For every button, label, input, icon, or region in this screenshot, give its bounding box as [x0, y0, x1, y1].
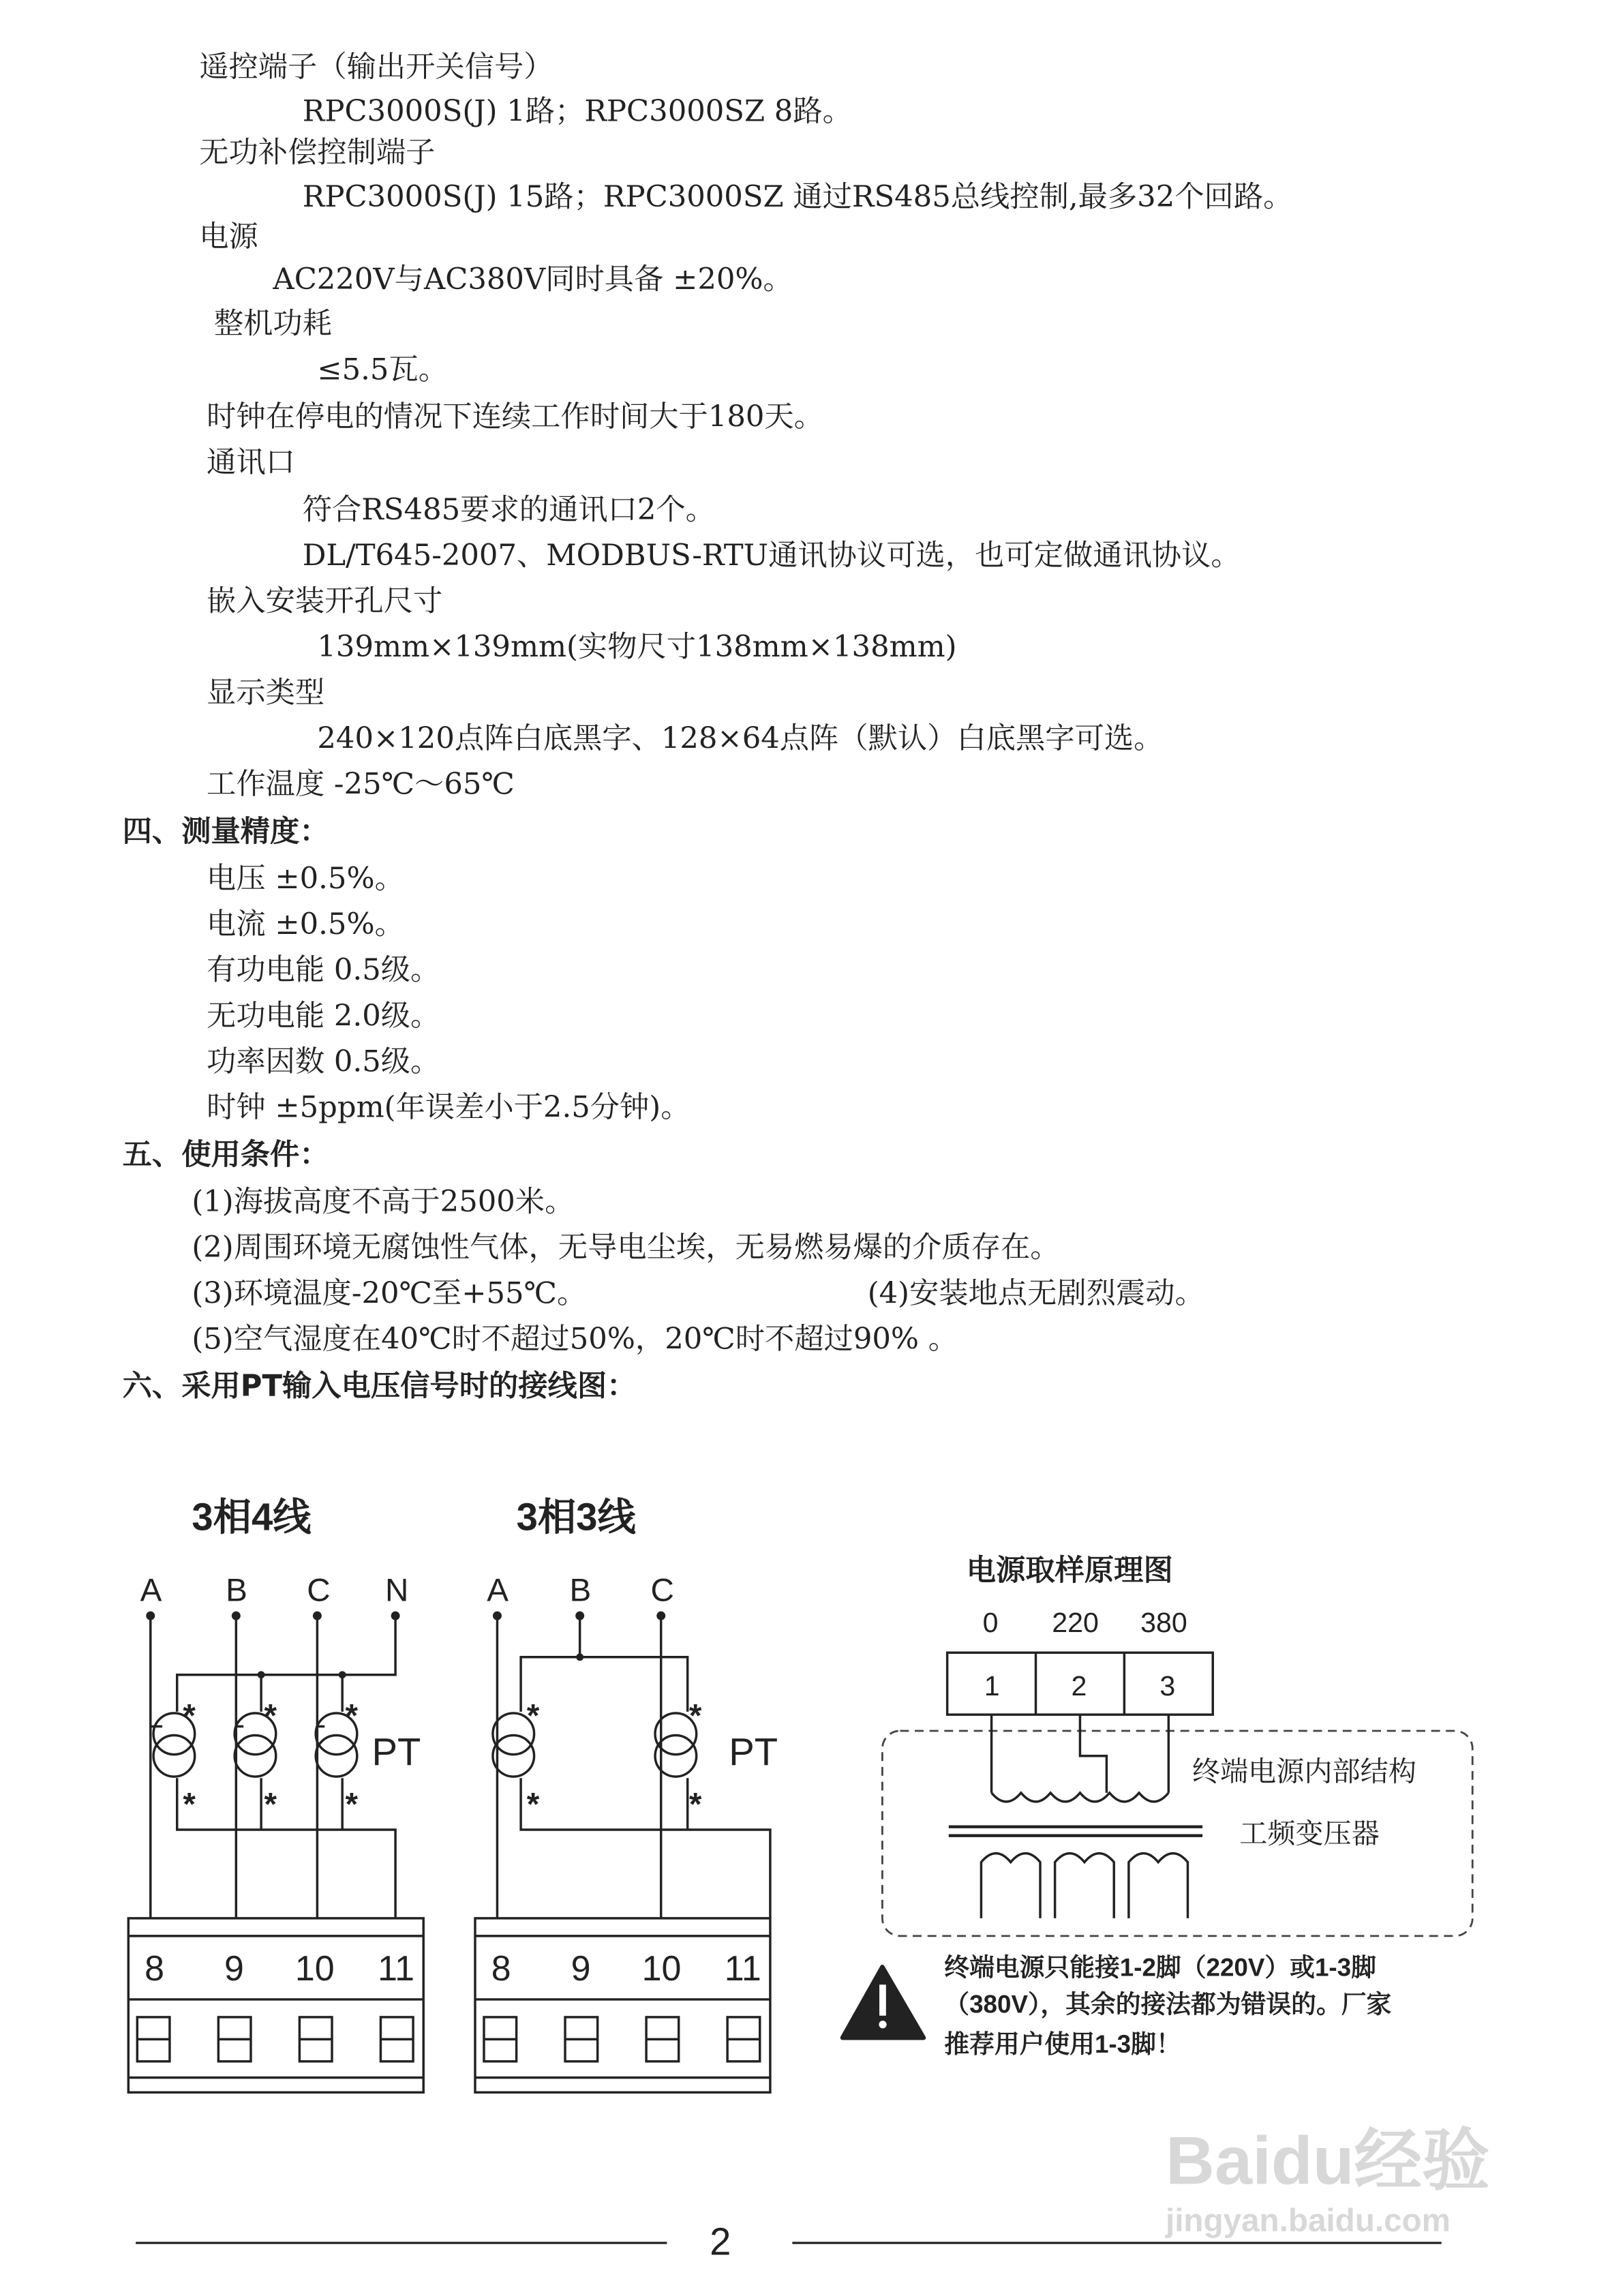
terminal-number: 10: [294, 1948, 335, 1989]
spec-line: 电源: [199, 220, 258, 254]
pin-number: 2: [1071, 1670, 1087, 1702]
condition-item: (2)周围环境无腐蚀性气体，无导电尘埃，无易燃易爆的介质存在。: [192, 1230, 1060, 1265]
spec-line: 工作温度 -25℃～65℃: [207, 767, 515, 802]
phase-label: C: [650, 1572, 674, 1609]
terminal-number: 11: [724, 1948, 761, 1989]
polarity-mark: *: [183, 1786, 196, 1823]
spec-list: [199, 50, 1292, 802]
warning-icon: [843, 1967, 924, 2038]
warning-text: 推荐用户使用1-3脚！: [944, 2029, 1181, 2058]
section-heading: 四、测量精度：: [122, 814, 329, 849]
phase-label: A: [140, 1572, 162, 1609]
spec-line: AC220V与AC380V同时具备 ±20%。: [273, 262, 793, 297]
conditions-list: [192, 1185, 1204, 1356]
spec-line: 嵌入安装开孔尺寸: [207, 584, 443, 619]
pin-number: 1: [984, 1670, 1000, 1702]
pt-label: PT: [371, 1729, 421, 1773]
condition-item: (4)安装地点无剧烈震动。: [867, 1276, 1204, 1311]
terminal-number: 8: [491, 1948, 511, 1989]
section-heading: 六、采用PT输入电压信号时的接线图：: [122, 1369, 637, 1404]
warning-text: （380V），其余的接法都为错误的。厂家: [944, 1990, 1392, 2019]
spec-line: 显示类型: [207, 676, 325, 710]
spec-line: 时钟在停电的情况下连续工作时间大于180天。: [207, 399, 824, 434]
watermark-brand: Baidu经验: [1165, 2123, 1490, 2199]
accuracy-item: 电流 ±0.5%。: [207, 907, 404, 942]
accuracy-item: 功率因数 0.5级。: [207, 1044, 440, 1079]
spec-line: ≤5.5瓦。: [317, 352, 449, 387]
diagram-title: 3相3线: [516, 1495, 636, 1539]
spec-line: 通讯口: [207, 445, 295, 480]
wiring-diagram-3p4w: [128, 1496, 423, 2093]
polarity-mark: *: [264, 1786, 277, 1823]
polarity-mark: *: [264, 1697, 277, 1734]
polarity-mark: *: [345, 1697, 359, 1734]
spec-line: RPC3000S(J) 1路；RPC3000SZ 8路。: [302, 94, 852, 129]
internal-structure-label: 终端电源内部结构: [1192, 1755, 1416, 1787]
condition-item: (3)环境温度-20℃至+55℃。: [192, 1276, 587, 1311]
spec-line: 符合RS485要求的通讯口2个。: [302, 492, 715, 527]
voltage-label: 220: [1052, 1606, 1099, 1638]
spec-line: DL/T645-2007、MODBUS-RTU通讯协议可选，也可定做通讯协议。: [302, 539, 1241, 573]
spec-line: 240×120点阵白底黑字、128×64点阵（默认）白底黑字可选。: [317, 721, 1164, 756]
accuracy-item: 无功电能 2.0级。: [207, 999, 440, 1033]
watermark-url: jingyan.baidu.com: [1165, 2202, 1451, 2239]
polarity-mark: *: [688, 1786, 702, 1823]
condition-item: (5)空气湿度在40℃时不超过50%，20℃时不超过90% 。: [192, 1322, 958, 1357]
terminal-number: 8: [145, 1948, 165, 1989]
wiring-diagram-3p3w: [475, 1496, 778, 2093]
section-heading: 五、使用条件：: [122, 1137, 329, 1172]
polarity-mark: *: [526, 1786, 540, 1823]
accuracy-item: 时钟 ±5ppm(年误差小于2.5分钟)。: [207, 1090, 691, 1125]
accuracy-list: [207, 862, 690, 1125]
phase-label: N: [384, 1572, 409, 1609]
terminal-block: [475, 1918, 770, 2092]
phase-label: C: [307, 1572, 331, 1609]
power-sampling-diagram: [882, 1554, 1472, 1936]
terminal-number: 10: [641, 1948, 682, 1989]
watermark: [1165, 2123, 1490, 2238]
phase-label: A: [487, 1572, 509, 1609]
diagram-title: 3相4线: [192, 1495, 312, 1539]
polarity-mark: *: [526, 1697, 540, 1734]
terminal-number: 9: [224, 1948, 244, 1989]
accuracy-item: 电压 ±0.5%。: [207, 862, 404, 896]
polarity-mark: *: [345, 1786, 359, 1823]
spec-line: 整机功耗: [213, 307, 333, 342]
polarity-mark: *: [688, 1697, 702, 1734]
pin-number: 3: [1159, 1670, 1176, 1702]
terminal-number: 11: [378, 1948, 415, 1989]
terminal-block: [128, 1918, 423, 2092]
terminal-number: 9: [571, 1948, 591, 1989]
warning-text: 终端电源只能接1-2脚（220V）或1-3脚: [944, 1953, 1376, 1982]
spec-line: 无功补偿控制端子: [199, 136, 436, 170]
pt-label: PT: [729, 1729, 778, 1773]
warning-note: [843, 1953, 1392, 2058]
phase-label: B: [226, 1572, 247, 1609]
page-number: 2: [710, 2220, 731, 2263]
diagram-title: 电源取样原理图: [966, 1554, 1173, 1588]
voltage-label: 0: [982, 1606, 999, 1638]
pt-transformer-icon: [493, 1713, 697, 1777]
transformer-label: 工频变压器: [1239, 1817, 1380, 1849]
polarity-mark: *: [183, 1697, 196, 1734]
spec-line: 139mm×139mm(实物尺寸138mm×138mm): [317, 630, 957, 665]
accuracy-item: 有功电能 0.5级。: [207, 953, 440, 988]
voltage-label: 380: [1140, 1606, 1187, 1638]
phase-label: B: [569, 1572, 592, 1609]
condition-item: (1)海拔高度不高于2500米。: [192, 1185, 575, 1220]
spec-line: 遥控端子（输出开关信号）: [199, 50, 553, 85]
spec-line: RPC3000S(J) 15路；RPC3000SZ 通过RS485总线控制,最多32个回路。: [302, 180, 1293, 215]
